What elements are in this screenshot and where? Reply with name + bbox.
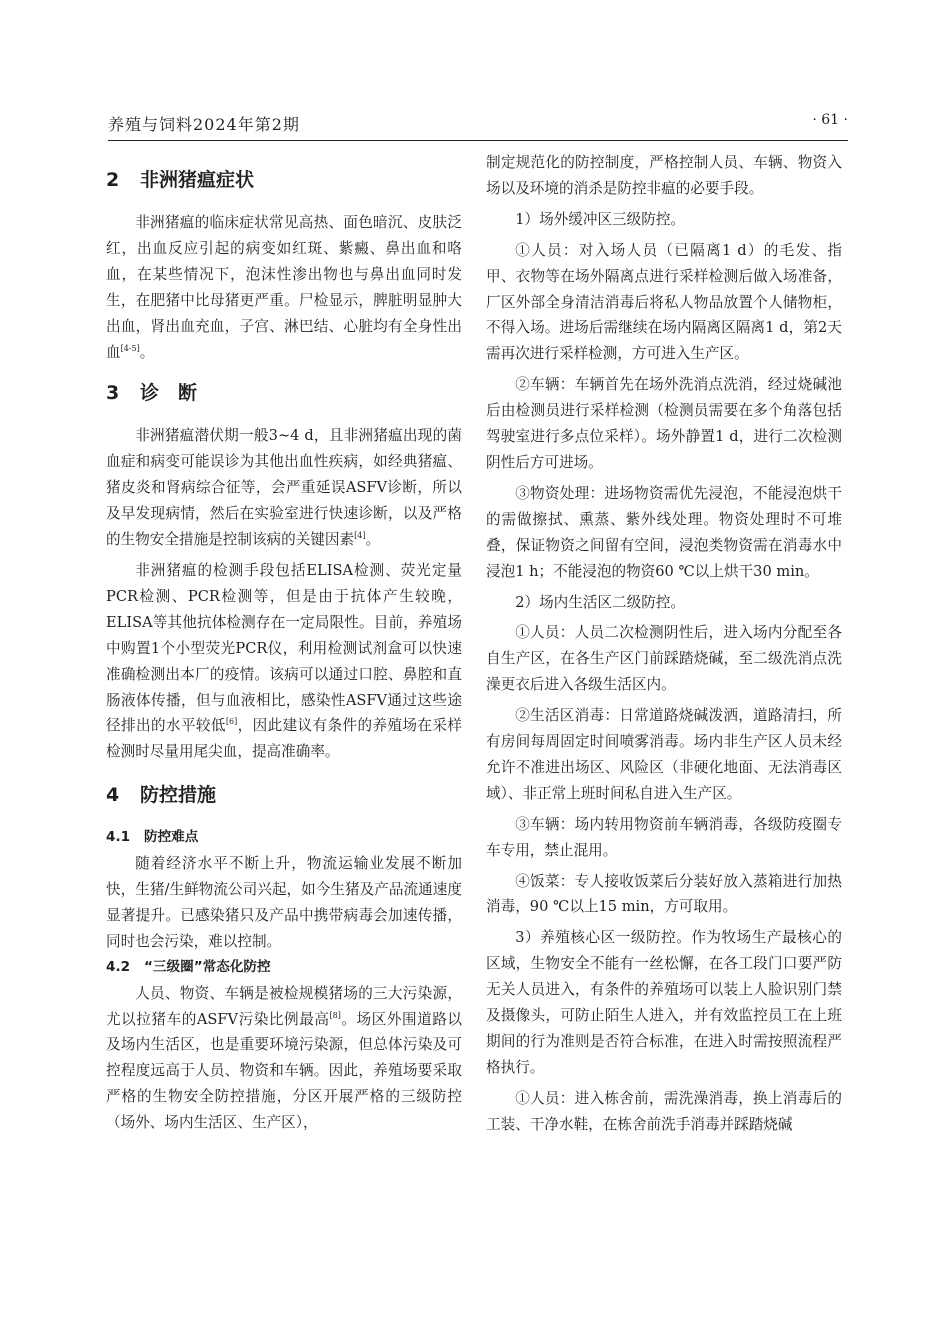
paragraph-text: 人员、物资、车辆是被检规模猪场的三大污染源，尤以拉猪车的ASFV污染比例最高 <box>106 984 462 1028</box>
paragraph-text: 非洲猪瘟的临床症状常见高热、面色暗沉、皮肤泛红，出血反应引起的病变如红斑、紫癜、鼻出血和咯血，在某些情况下，泡沫性渗出物也与鼻出血同时发生，在肥猪中比母猪更严重。尸检显示，脾脏明显肿大出血，肾出血充血，子宫、淋巴结、心脏均有全身性出血 <box>106 214 462 361</box>
section-2-heading <box>106 150 462 210</box>
paragraph: ①人员：对入场人员（已隔离1 d）的毛发、指甲、衣物等在场外隔离点进行采样检测后做入场准备，厂区外部全身清洁消毒后将私人物品放置个人储物柜，不得入场。进场后需继续在场内隔离区隔离1 d，第2天需再次进行采样检测，方可进入生产区。 <box>486 241 842 363</box>
paragraph: 3）养殖核心区一级防控。作为牧场生产最核心的区域，生物安全不能有一丝松懈，在各工段门口要严防无关人员进入，有条件的养殖场可以装上人脸识别门禁及摄像头，可防止陌生人进入，并有效监控员工在上班期间的行为准则是否符合标准，在进入时需按照流程严格执行。 <box>486 929 842 1076</box>
section-number: 2 <box>106 169 120 191</box>
section-number: 4 <box>106 784 120 807</box>
paragraph-text: 非洲猪瘟潜伏期一般3~4 d，且非洲猪瘟出现的菌血症和病变可能误诊为其他出血性疾病，如经典猪瘟、猪皮炎和肾病综合征等，会严重延误ASFV诊断，所以及早发现病情，然后在实验室进行快速诊断，以及严格的生物安全措施是控制该病的关键因素 <box>106 427 462 549</box>
paragraph <box>106 558 462 765</box>
subheading-2: 2）场内生活区二级防控。 <box>515 593 686 611</box>
subheading-1: 1）场外缓冲区三级防控。 <box>515 210 686 228</box>
paragraph-text: 。 <box>365 531 381 549</box>
subsection-title: “三级圈”常态化防控 <box>144 958 271 975</box>
paragraph <box>106 981 462 1136</box>
citation: [6] <box>225 717 238 727</box>
running-header <box>108 108 848 136</box>
subsection-number: 4.2 <box>106 958 131 975</box>
left-column <box>106 150 462 1136</box>
paragraph: ③物资处理：进场物资需优先浸泡，不能浸泡烘干的需做擦拭、熏蒸、紫外线处理。物资处理时不可堆叠，保证物资之间留有空间，浸泡类物资需在消毒水中浸泡1 h；不能浸泡的物资60 ℃以上烘干30 min。 <box>486 484 842 580</box>
subsection-title: 防控难点 <box>144 829 199 846</box>
paragraph: ④饭菜：专人接收饭菜后分装好放入蒸箱进行加热消毒，90 ℃以上15 min，方可取用。 <box>486 872 842 916</box>
paragraph: ②生活区消毒：日常道路烧碱泼洒，道路清扫，所有房间每周固定时间喷雾消毒。场内非生产区人员未经允许不准进出场区、风险区（非硬化地面、无法消毒区域）、非正常上班时间私自进入生产区。 <box>486 707 842 802</box>
section-3-heading <box>106 363 462 423</box>
subsection-number: 4.1 <box>106 829 131 846</box>
paragraph: ②车辆：车辆首先在场外洗消点洗消，经过烧碱池后由检测员进行采样检测（检测员需要在多个角落包括驾驶室进行多点位采样）。场外静置1 d，进行二次检测阴性后方可进场。 <box>486 376 842 471</box>
subsection-4-1-heading <box>106 825 462 851</box>
citation: [8] <box>329 1010 341 1020</box>
header-rule <box>108 140 848 141</box>
paragraph: 制定规范化的防控制度，严格控制人员、车辆、物资入场以及环境的消杀是防控非瘟的必要手段。 <box>486 154 842 197</box>
paragraph-text: ，因此建议有条件的养殖场在采样检测时尽量用尾尖血，提高准确率。 <box>106 717 462 761</box>
paragraph <box>106 210 462 365</box>
section-4-heading <box>106 765 462 825</box>
paragraph-text: 。 <box>139 343 155 361</box>
subsection-4-2-heading <box>106 955 462 981</box>
paragraph-text: 非洲猪瘟的检测手段包括ELISA检测、荧光定量PCR检测、PCR检测等，但是由于抗体产生较晚，ELISA等其他抗体检测存在一定局限性。目前，养殖场中购置1个小型荧光PCR仪，利用检测试剂盒可以快速准确检测出本厂的疫情。该病可以通过口腔、鼻腔和直肠液体传播，但与血液相比，感染性ASFV通过这些途径排出的水平较低 <box>106 561 462 735</box>
journal-title: 养殖与饲料2024年第2期 <box>108 115 300 134</box>
section-title: 防控措施 <box>140 784 217 807</box>
section-number: 3 <box>106 382 120 405</box>
paragraph: 随着经济水平不断上升，物流运输业发展不断加快，生猪/生鲜物流公司兴起，如今生猪及产品流通速度显著提升。已感染猪只及产品中携带病毒会加速传播，同时也会污染，难以控制。 <box>106 855 462 950</box>
section-title: 诊 断 <box>140 382 198 405</box>
paragraph: ①人员：人员二次检测阴性后，进入场内分配至各自生产区，在各生产区门前踩踏烧碱，至二级洗消点洗澡更衣后进入各级生活区内。 <box>486 624 842 694</box>
paragraph: ①人员：进入栋舍前，需洗澡消毒，换上消毒后的工装、干净水鞋，在栋舍前洗手消毒并踩踏烧碱 <box>486 1089 842 1133</box>
section-title: 非洲猪瘟症状 <box>140 169 255 191</box>
paragraph <box>106 423 462 553</box>
citation: [4] <box>354 531 366 541</box>
right-column <box>486 150 842 1138</box>
paragraph: ③车辆：场内转用物资前车辆消毒，各级防疫圈专车专用，禁止混用。 <box>486 815 842 859</box>
paragraph-text: 。场区外围道路以及场内生活区，也是重要环境污染源，但总体污染及可控程度远高于人员、物资和车辆。因此，养殖场要采取严格的生物安全防控措施，分区开展严格的三级防控（场外、场内生活区、生产区）， <box>106 1010 462 1132</box>
citation: [4-5] <box>120 343 140 353</box>
page-number: · 61 · <box>812 112 848 128</box>
